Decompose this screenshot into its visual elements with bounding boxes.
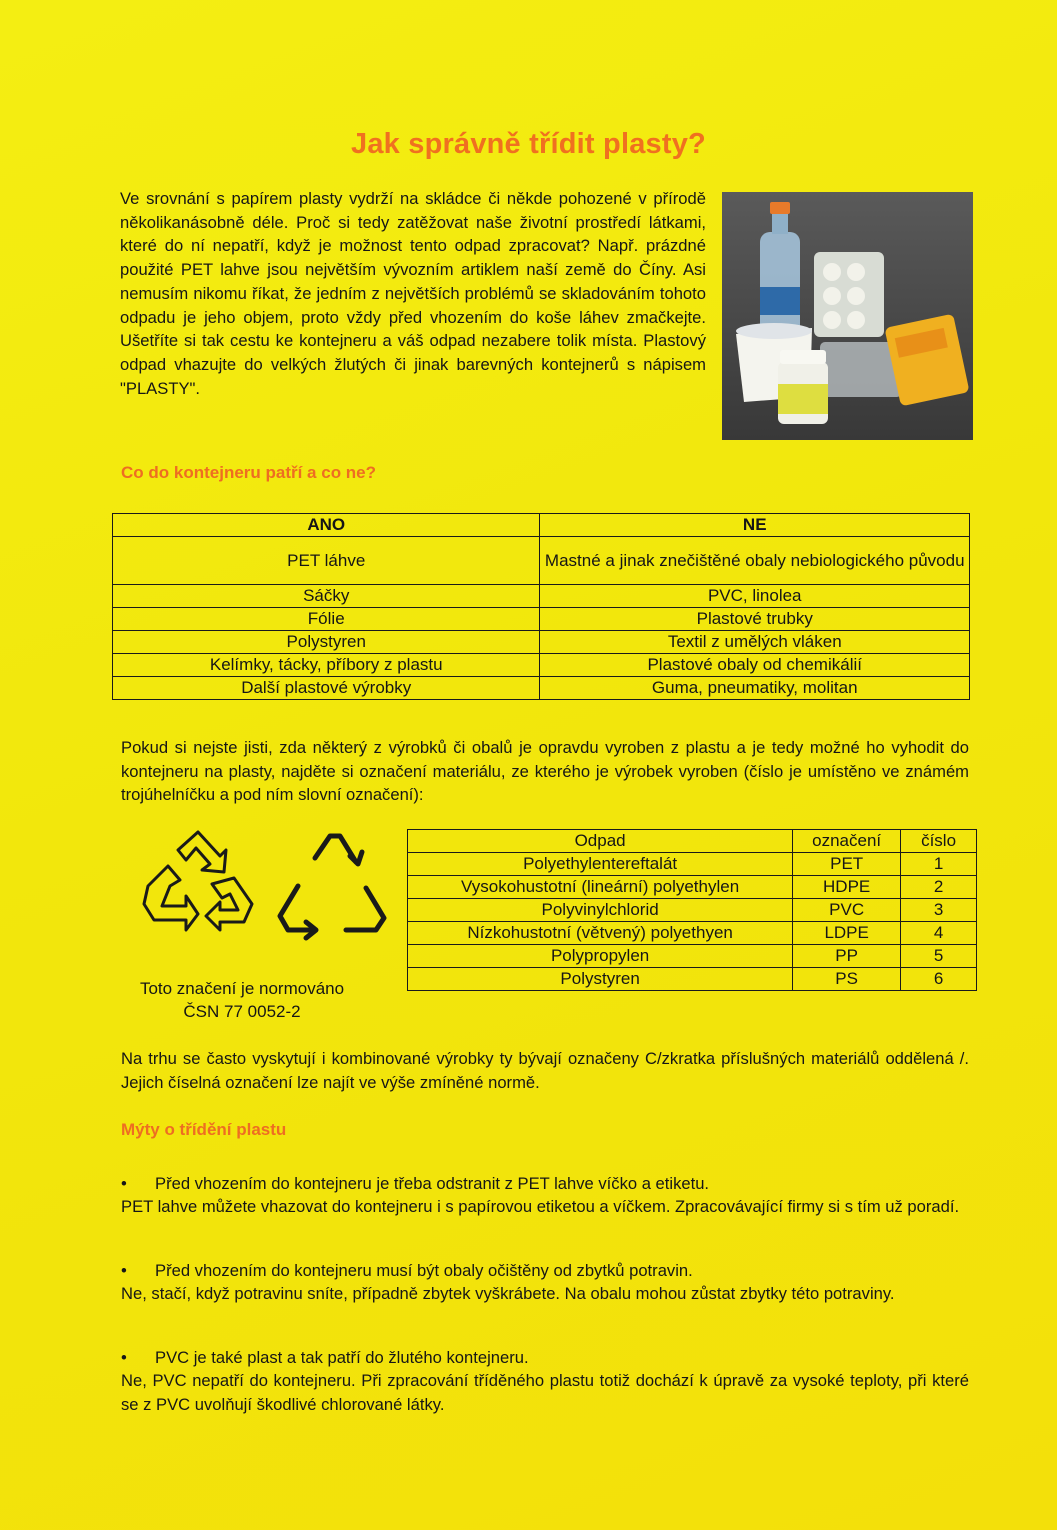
combined-products-paragraph: Na trhu se často vyskytují i kombinované výrobky ty bývají označeny C/zkratka příslušných materiálů oddělená /. Jejich číselná označení lze najít ve výše zmíněné normě. (121, 1049, 969, 1092)
bullet-icon: • (121, 1261, 127, 1280)
section-heading-what-belongs: Co do kontejneru patří a co ne? (121, 463, 377, 482)
material-name: Vysokohustotní (lineární) polyethylen (408, 876, 793, 899)
no-item: PVC, linolea (540, 585, 970, 608)
material-name: Polyvinylchlorid (408, 899, 793, 922)
page-title: Jak správně třídit plasty? (351, 128, 706, 160)
code-column-header: označení (793, 830, 901, 853)
materials-header-row (408, 830, 977, 853)
table-row (113, 608, 970, 631)
table-row (408, 876, 977, 899)
yes-item: Další plastové výrobky (113, 677, 540, 700)
table-row (113, 537, 970, 585)
material-number: 4 (901, 922, 977, 945)
myth-answer: Ne, PVC nepatří do kontejneru. Při zpracování tříděného plastu totiž dochází k úpravě za vysoké teploty, při které se z PVC uvolňují škodlivé chlorované látky. (121, 1371, 969, 1414)
materials-table (407, 829, 977, 991)
number-column-header: číslo (901, 830, 977, 853)
material-code: HDPE (793, 876, 901, 899)
yes-item: Polystyren (113, 631, 540, 654)
yes-no-header-row (113, 514, 970, 537)
table-row (408, 968, 977, 991)
material-name: Polystyren (408, 968, 793, 991)
table-row (408, 922, 977, 945)
section-heading-myths: Mýty o třídění plastu (121, 1120, 287, 1139)
yes-column-header: ANO (113, 514, 540, 537)
material-name: Polyethylentereftalát (408, 853, 793, 876)
yes-item: Kelímky, tácky, příbory z plastu (113, 654, 540, 677)
no-column-header: NE (540, 514, 970, 537)
myth-item-1 (121, 1172, 969, 1219)
bullet-icon: • (121, 1174, 127, 1193)
material-number: 3 (901, 899, 977, 922)
norm-note (118, 977, 366, 1023)
material-marking-paragraph: Pokud si nejste jisti, zda některý z výrobků či obalů je opravdu vyroben z plastu a je tedy možné ho vyhodit do kontejneru na plasty, najděte si označení materiálu, ze kterého je výrobek vyroben (číslo je umístěno ve známém trojúhelníčku a pod ním slovní označení): (121, 738, 969, 805)
myth-statement: • Před vhozením do kontejneru je třeba odstranit z PET lahve víčko a etiketu. (121, 1174, 710, 1193)
material-number: 6 (901, 968, 977, 991)
table-row (113, 585, 970, 608)
myth-answer: PET lahve můžete vhazovat do kontejneru i s papírovou etiketou a víčkem. Zpracovávající firmy si s tím už poradí. (121, 1197, 960, 1216)
intro-paragraph: Ve srovnání s papírem plasty vydrží na skládce či někde pohozené v přírodě několikanásobně déle. Proč si tedy zatěžovat naše životní prostředí látkami, které do ní nepatří, když je možnost tento odpad zpracovat? Např. prázdné použité PET lahve jsou největším vývozním artiklem naší země do Číny. Asi nemusím nikomu říkat, že jedním z největších problémů se skladováním tohoto odpadu je jeho objem, proto vždy před vhozením do koše láhev zmačkejte. Ušetříte si tak cestu ke kontejneru a váš odpad nezabere tolik místa. Plastový odpad vhazujte do velkých žlutých či jinak barevných kontejnerů s nápisem "PLASTY". (120, 189, 706, 398)
no-item: Guma, pneumatiky, molitan (540, 677, 970, 700)
no-item: Plastové obaly od chemikálií (540, 654, 970, 677)
material-name: Polypropylen (408, 945, 793, 968)
norm-note-line1: Toto značení je normováno (139, 979, 345, 998)
yes-item: Sáčky (113, 585, 540, 608)
plastic-items-illustration (722, 192, 973, 440)
myth-statement: • Před vhozením do kontejneru musí být obaly očištěny od zbytků potravin. (121, 1261, 693, 1280)
waste-column-header: Odpad (408, 830, 793, 853)
table-row (408, 945, 977, 968)
norm-standard-code: ČSN 77 0052-2 (183, 1002, 301, 1021)
recycling-symbols (140, 826, 390, 946)
recycle-arrows-icon (144, 832, 252, 930)
table-row (408, 899, 977, 922)
no-item: Plastové trubky (540, 608, 970, 631)
material-number: 5 (901, 945, 977, 968)
yes-no-table (112, 513, 970, 700)
yes-item: Fólie (113, 608, 540, 631)
table-row (113, 654, 970, 677)
material-code: PS (793, 968, 901, 991)
material-name: Nízkohustotní (větvený) polyethyen (408, 922, 793, 945)
material-code: PP (793, 945, 901, 968)
table-row (113, 677, 970, 700)
material-number: 1 (901, 853, 977, 876)
myth-answer: Ne, stačí, když potravinu sníte, případně zbytek vyškrábete. Na obalu mohou zůstat zbytky této potraviny. (121, 1284, 895, 1303)
yes-item: PET láhve (113, 537, 540, 585)
bullet-icon: • (121, 1348, 127, 1367)
material-code: PET (793, 853, 901, 876)
triangle-recycle-icon (280, 836, 384, 938)
material-code: PVC (793, 899, 901, 922)
table-row (408, 853, 977, 876)
no-item: Textil z umělých vláken (540, 631, 970, 654)
table-row (113, 631, 970, 654)
material-number: 2 (901, 876, 977, 899)
myth-item-3 (121, 1346, 969, 1416)
myth-statement: • PVC je také plast a tak patří do žlutého kontejneru. (121, 1348, 529, 1367)
plastic-items-photo (722, 192, 973, 440)
myth-item-2 (121, 1259, 969, 1306)
material-code: LDPE (793, 922, 901, 945)
no-item: Mastné a jinak znečištěné obaly nebiologického původu (540, 537, 970, 585)
